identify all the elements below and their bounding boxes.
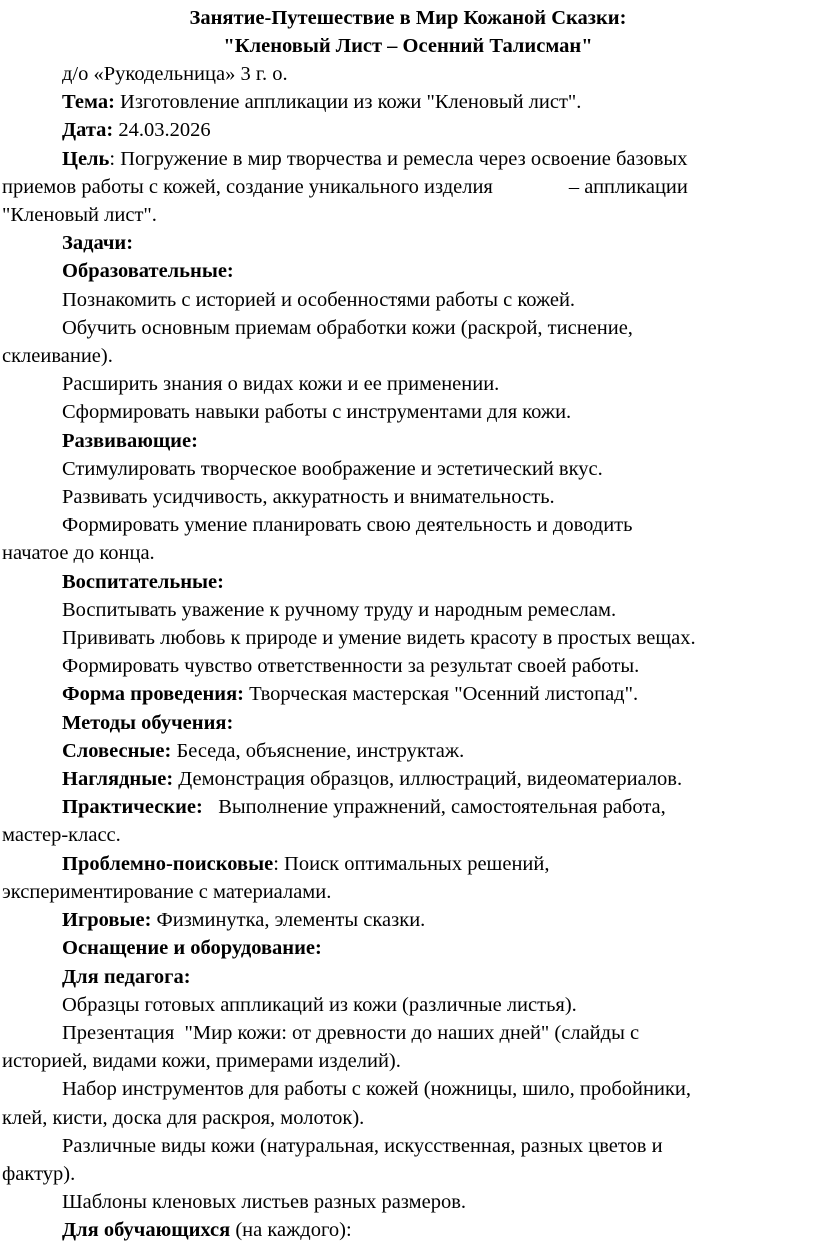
title-line-2: "Кленовый Лист – Осенний Талисман" — [223, 35, 593, 57]
developing-item-1: Стимулировать творческое воображение и эстетический вкус. — [62, 457, 603, 480]
educational-item-2: Обучить основным приемам обработки кожи (раскрой, тиснение, — [62, 316, 633, 339]
teacher-heading: Для педагога: — [62, 965, 191, 988]
goal-line-3: "Кленовый лист". — [2, 204, 157, 227]
goal-line-1: Цель: Погружение в мир творчества и ремесла через освоение базовых — [62, 147, 688, 170]
methods-problem-cont: экспериментирование с материалами. — [2, 880, 332, 903]
upbringing-item-2: Прививать любовь к природе и умение видеть красоту в простых вещах. — [62, 627, 696, 650]
date-line: Дата: 24.03.2026 — [62, 119, 211, 142]
teacher-item-4-cont: фактур). — [2, 1162, 76, 1185]
methods-verbal: Словесные: Беседа, объяснение, инструктаж. — [62, 739, 465, 762]
educational-item-1: Познакомить с историей и особенностями работы с кожей. — [62, 288, 576, 311]
educational-item-2-cont: склеивание). — [2, 345, 113, 368]
equipment-heading: Оснащение и оборудование: — [62, 937, 322, 960]
methods-practical: Практические: Выполнение упражнений, самостоятельная работа, — [62, 796, 666, 819]
methods-problem: Проблемно-поисковые: Поиск оптимальных решений, — [62, 852, 550, 875]
teacher-item-3: Набор инструментов для работы с кожей (ножницы, шило, пробойники, — [62, 1078, 691, 1101]
methods-game: Игровые: Физминутка, элементы сказки. — [62, 909, 426, 932]
teacher-item-1: Образцы готовых аппликаций из кожи (различные листья). — [62, 993, 577, 1016]
document-title — [0, 0, 816, 60]
developing-item-2: Развивать усидчивость, аккуратность и внимательность. — [62, 486, 555, 509]
topic-line: Тема: Изготовление аппликации из кожи "Кленовый лист". — [62, 91, 582, 114]
upbringing-item-1: Воспитывать уважение к ручному труду и народным ремеслам. — [62, 598, 617, 621]
goal-line-2: приемов работы с кожей, создание уникального изделия – аппликации — [2, 175, 688, 198]
teacher-item-3-cont: клей, кисти, доска для раскроя, молоток). — [2, 1106, 365, 1129]
methods-heading: Методы обучения: — [62, 711, 234, 734]
teacher-item-4: Различные виды кожи (натуральная, искусственная, разных цветов и — [62, 1134, 663, 1157]
title-line-1: Занятие-Путешествие в Мир Кожаной Сказки: — [189, 7, 627, 29]
teacher-item-5: Шаблоны кленовых листьев разных размеров. — [62, 1191, 466, 1214]
educational-item-3: Расширить знания о видах кожи и ее применении. — [62, 373, 500, 396]
upbringing-item-3: Формировать чувство ответственности за результат своей работы. — [62, 655, 640, 678]
developing-item-3-cont: начатое до конца. — [2, 542, 155, 565]
developing-heading: Развивающие: — [62, 429, 198, 452]
methods-practical-cont: мастер-класс. — [2, 824, 121, 847]
group-line: д/о «Рукодельница» 3 г. о. — [62, 63, 288, 85]
methods-visual: Наглядные: Демонстрация образцов, иллюстраций, видеоматериалов. — [62, 768, 683, 791]
educational-heading: Образовательные: — [62, 260, 234, 283]
teacher-item-2-cont: историей, видами кожи, примерами изделий). — [2, 1050, 401, 1073]
educational-item-4: Сформировать навыки работы с инструментами для кожи. — [62, 401, 572, 424]
teacher-item-2: Презентация "Мир кожи: от древности до наших дней" (слайды с — [62, 1021, 640, 1044]
form-line: Форма проведения: Творческая мастерская "Осенний листопад". — [62, 683, 639, 706]
students-line: Для обучающихся (на каждого): — [62, 1219, 352, 1242]
tasks-heading: Задачи: — [62, 232, 134, 255]
developing-item-3: Формировать умение планировать свою деятельность и доводить — [62, 514, 633, 537]
upbringing-heading: Воспитательные: — [62, 570, 224, 593]
